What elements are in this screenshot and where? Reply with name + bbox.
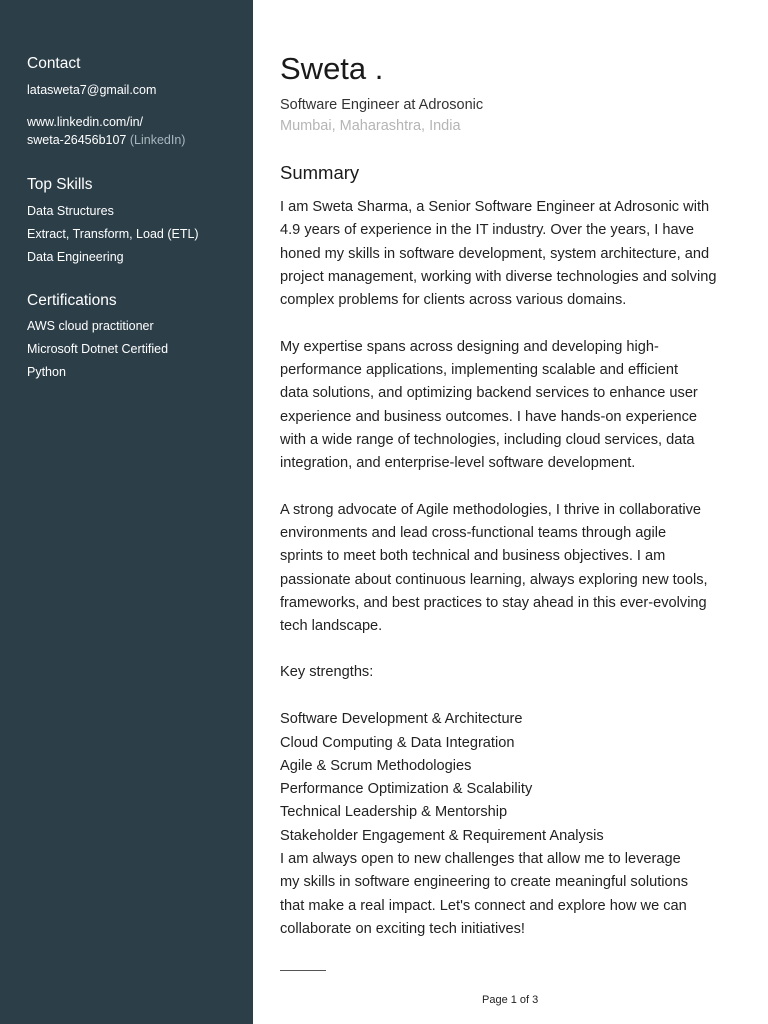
footer-divider	[280, 970, 326, 971]
summary-line: honed my skills in software development, system architecture, and	[280, 246, 710, 262]
strength-item: Cloud Computing & Data Integration	[280, 735, 515, 751]
closing-line: that make a real impact. Let's connect and explore how we can	[280, 898, 687, 914]
summary-title: Summary	[280, 162, 360, 183]
summary-line: My expertise spans across designing and developing high-	[280, 339, 659, 355]
summary-line: frameworks, and best practices to stay ahead in this ever-evolving	[280, 595, 707, 611]
linkedin-handle[interactable]: sweta-26456b107	[27, 133, 127, 147]
strength-item: Stakeholder Engagement & Requirement Analysis	[280, 828, 604, 844]
summary-line: 4.9 years of experience in the IT industry. Over the years, I have	[280, 222, 694, 238]
summary-line: experience and business outcomes. I have hands-on experience	[280, 409, 697, 425]
summary-line: integration, and enterprise-level software development.	[280, 455, 636, 471]
summary-line: environments and lead cross-functional teams through agile	[280, 525, 667, 541]
profile-headline: Software Engineer at Adrosonic	[280, 97, 484, 113]
summary-line: A strong advocate of Agile methodologies, I thrive in collaborative	[280, 502, 702, 518]
linkedin-suffix: (LinkedIn)	[129, 133, 186, 147]
profile-name: Sweta .	[280, 51, 384, 86]
closing-line: I am always open to new challenges that allow me to leverage	[280, 851, 681, 867]
linkedin-link-line2[interactable]	[27, 132, 185, 149]
strength-item: Agile & Scrum Methodologies	[280, 758, 472, 774]
closing-line: my skills in software engineering to create meaningful solutions	[280, 874, 689, 890]
summary-line: sprints to meet both technical and business objectives. I am	[280, 548, 666, 564]
summary-line: passionate about continuous learning, always exploring new tools,	[280, 572, 708, 588]
certification-item: AWS cloud practitioner	[27, 319, 154, 333]
email-link[interactable]: latasweta7@gmail.com	[27, 83, 157, 97]
linkedin-link-line1[interactable]: www.linkedin.com/in/	[27, 115, 144, 129]
summary-line: project management, working with diverse technologies and solving	[280, 269, 717, 285]
summary-line: complex problems for clients across various domains.	[280, 292, 627, 308]
profile-location: Mumbai, Maharashtra, India	[280, 118, 461, 134]
skill-item: Data Structures	[27, 204, 114, 218]
summary-line: data solutions, and optimizing backend services to enhance user	[280, 385, 698, 401]
top-skills-title: Top Skills	[27, 176, 93, 193]
summary-line: I am Sweta Sharma, a Senior Software Engineer at Adrosonic with	[280, 199, 710, 215]
certification-item: Microsoft Dotnet Certified	[27, 342, 169, 356]
certification-item: Python	[27, 365, 66, 379]
certifications-title: Certifications	[27, 292, 117, 309]
strength-item: Technical Leadership & Mentorship	[280, 804, 508, 820]
summary-line: tech landscape.	[280, 618, 383, 634]
page-number: Page 1 of 3	[482, 994, 539, 1006]
summary-line: with a wide range of technologies, including cloud services, data	[280, 432, 695, 448]
main-content	[280, 0, 750, 1024]
strength-item: Software Development & Architecture	[280, 711, 523, 727]
contact-title: Contact	[27, 55, 81, 72]
strength-item: Performance Optimization & Scalability	[280, 781, 533, 797]
skill-item: Extract, Transform, Load (ETL)	[27, 227, 199, 241]
summary-line: performance applications, implementing scalable and efficient	[280, 362, 679, 378]
skill-item: Data Engineering	[27, 250, 124, 264]
sidebar	[0, 0, 253, 1024]
closing-line: collaborate on exciting tech initiatives!	[280, 921, 525, 937]
key-strengths-label: Key strengths:	[280, 664, 374, 680]
